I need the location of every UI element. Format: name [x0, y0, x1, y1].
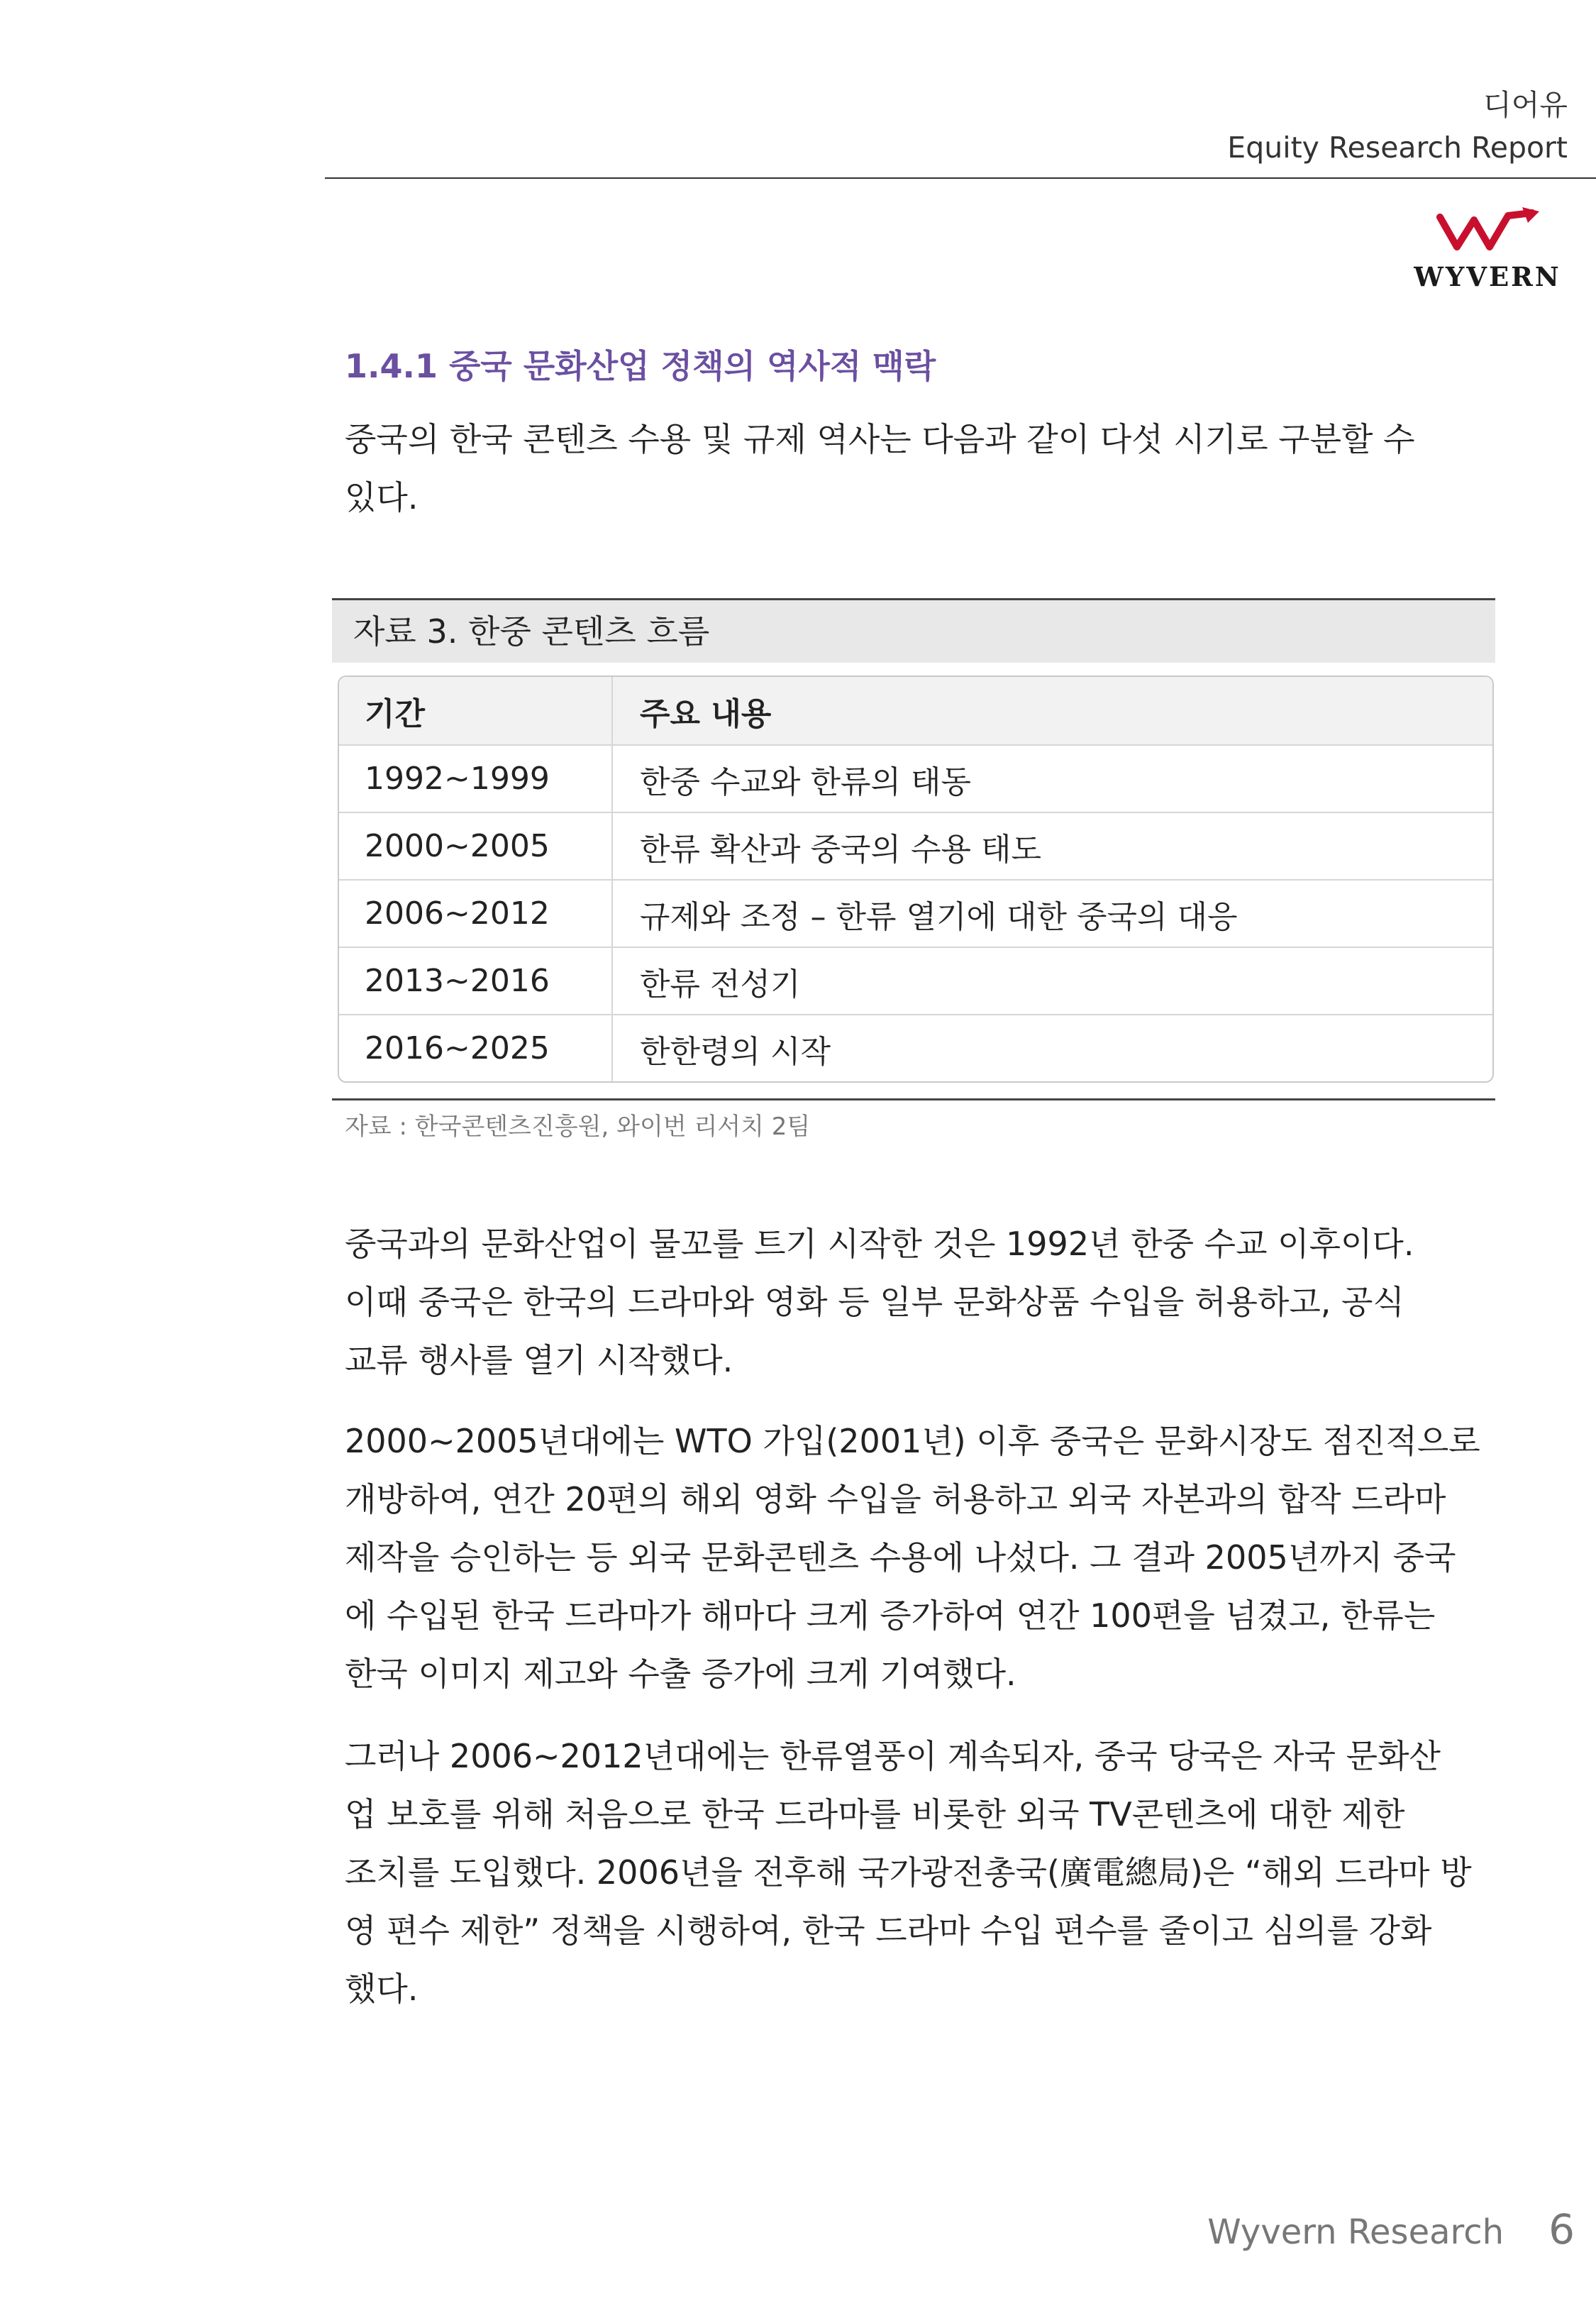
wyvern-logo	[1413, 207, 1562, 299]
content-flow-table	[338, 675, 1494, 1083]
footer-brand: Wyvern Research	[1207, 2212, 1504, 2252]
body-line: 조치를 도입했다. 2006년을 전후해 국가광전총국(廣電總局)은 “해외 드라마 방	[345, 1853, 1472, 1892]
table-cell-period: 1992~1999	[339, 746, 613, 812]
intro-line: 있다.	[345, 478, 419, 517]
body-line: 영 편수 제한” 정책을 시행하여, 한국 드라마 수입 편수를 줄이고 심의를 강화	[345, 1911, 1432, 1950]
body-line: 제작을 승인하는 등 외국 문화콘텐츠 수용에 나섰다. 그 결과 2005년까지 중국	[345, 1538, 1456, 1577]
report-header	[1227, 84, 1568, 169]
body-line: 2000~2005년대에는 WTO 가입(2001년) 이후 중국은 문화시장도 점진적으로	[345, 1422, 1480, 1460]
figure-title: 자료 3. 한중 콘텐츠 흐름	[332, 600, 1495, 663]
body-line: 교류 행사를 열기 시작했다.	[345, 1341, 733, 1379]
body-line: 했다.	[345, 1970, 419, 2008]
table-row	[339, 744, 1492, 812]
logo-text: WYVERN	[1414, 261, 1561, 292]
body-line: 에 수입된 한국 드라마가 해마다 크게 증가하여 연간 100편을 넘겼고, 한류는	[345, 1596, 1436, 1635]
wyvern-logo-icon	[1434, 207, 1541, 257]
table-cell-period: 2006~2012	[339, 881, 613, 947]
table-cell-content: 한류 확산과 중국의 수용 태도	[640, 831, 1041, 868]
table-row	[339, 1014, 1492, 1081]
table-cell-content: 한한령의 시작	[640, 1033, 831, 1070]
table-cell-content: 한류 전성기	[640, 966, 801, 1003]
body-line: 그러나 2006~2012년대에는 한류열풍이 계속되자, 중국 당국은 자국 문화산	[345, 1737, 1441, 1775]
body-line: 업 보호를 위해 처음으로 한국 드라마를 비롯한 외국 TV콘텐츠에 대한 제한	[345, 1795, 1405, 1833]
table-cell-period: 2016~2025	[339, 1015, 613, 1081]
table-cell-period: 2013~2016	[339, 948, 613, 1014]
table-header-period: 기간	[339, 677, 613, 744]
figure-bottom-rule	[332, 1098, 1495, 1100]
figure-source: 자료 : 한국콘텐츠진흥원, 와이번 리서치 2팀	[345, 1113, 811, 1141]
table-header-content: 주요 내용	[640, 695, 772, 732]
section-title: 1.4.1 중국 문화산업 정책의 역사적 맥락	[345, 347, 936, 385]
table-row	[339, 947, 1492, 1014]
table-cell-period: 2000~2005	[339, 813, 613, 879]
table-row	[339, 879, 1492, 947]
table-header-row	[339, 677, 1492, 744]
table-row	[339, 812, 1492, 879]
body-paragraph-3	[345, 1727, 1480, 2018]
table-cell-content: 규제와 조정 – 한류 열기에 대한 중국의 대응	[640, 898, 1238, 935]
page-number: 6	[1548, 2205, 1575, 2253]
table-cell-content: 한중 수교와 한류의 태동	[640, 763, 971, 800]
body-line: 개방하여, 연간 20편의 해외 영화 수입을 허용하고 외국 자본과의 합작 드라마	[345, 1480, 1446, 1518]
intro-paragraph	[345, 410, 1480, 526]
body-paragraph-2	[345, 1412, 1480, 1703]
header-divider	[325, 177, 1596, 179]
intro-line: 중국의 한국 콘텐츠 수용 및 규제 역사는 다음과 같이 다섯 시기로 구분할 수	[345, 420, 1415, 458]
body-line: 중국과의 문화산업이 물꼬를 트기 시작한 것은 1992년 한중 수교 이후이다.	[345, 1225, 1414, 1263]
company-name: 디어유	[1483, 88, 1568, 122]
body-line: 이때 중국은 한국의 드라마와 영화 등 일부 문화상품 수입을 허용하고, 공식	[345, 1283, 1404, 1321]
report-type: Equity Research Report	[1227, 131, 1568, 165]
body-paragraph-1	[345, 1215, 1480, 1389]
body-line: 한국 이미지 제고와 수출 증가에 크게 기여했다.	[345, 1655, 1016, 1693]
